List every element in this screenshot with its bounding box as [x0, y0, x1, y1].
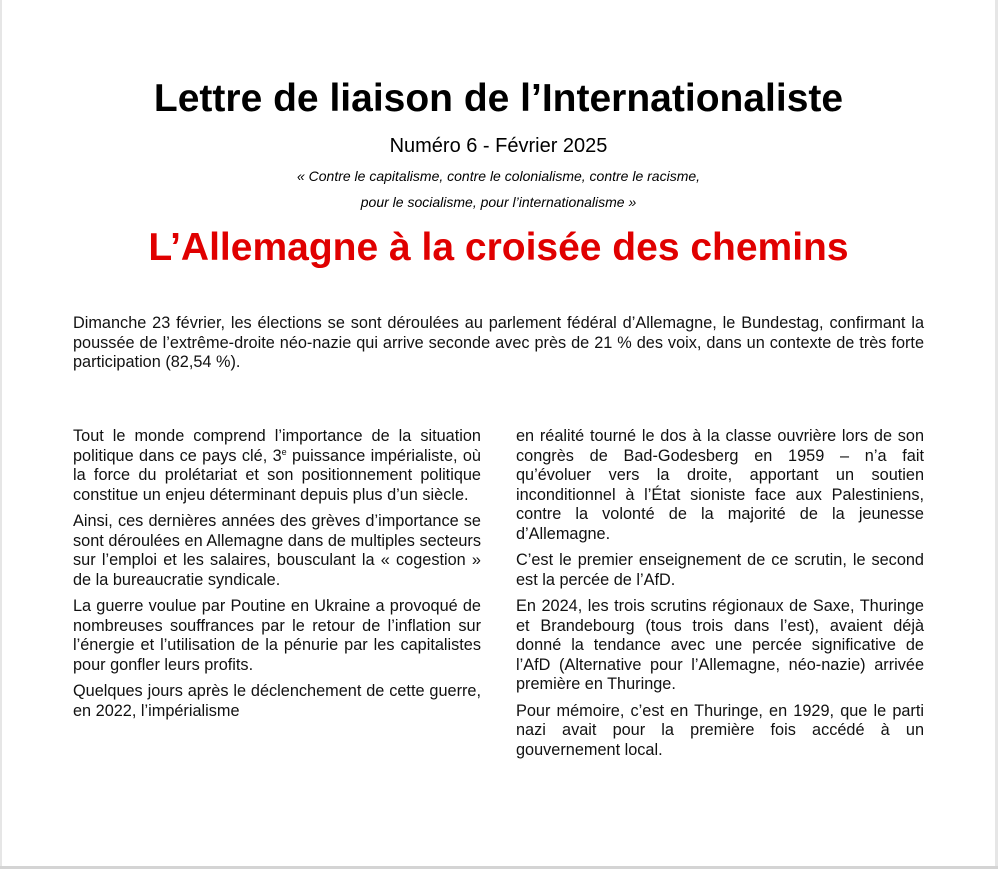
paragraph: Quelques jours après le déclenchement de cette guerre, en 2022, l’impérialisme [73, 682, 481, 720]
paragraph: Ainsi, ces dernières années des grèves d’importance se sont déroulées en Allemagne dans de multiples secteurs sur l’emploi et les salaires, bousculant la « cogestion » de la bureaucratie syndicale. [73, 512, 481, 589]
paragraph [73, 427, 481, 505]
motto-line-1: « Contre le capitalisme, contre le colonialisme, contre le racisme, [296, 168, 701, 184]
paragraph-text: Tout le monde comprend l’importance de la situation politique dans ce pays clé, 3 [73, 427, 481, 465]
motto-line-2: pour le socialisme, pour l’internationalisme » [360, 194, 637, 210]
issue-number: Numéro 6 - Février 2025 [389, 135, 608, 157]
left-column [73, 427, 481, 728]
newsletter-title: Lettre de liaison de l’Internationaliste [153, 77, 844, 120]
ordinal-superscript: e [281, 446, 287, 457]
paragraph: La guerre voulue par Poutine en Ukraine a provoqué de nombreuses souffrances par le retour de l’inflation sur l’énergie et l’utilisation de la pénurie par les capitalistes pour gonfler leurs profits. [73, 597, 481, 674]
paragraph: Pour mémoire, c’est en Thuringe, en 1929, que le parti nazi avait pour la première fois accédé à un gouvernement local. [516, 701, 924, 759]
article-intro: Dimanche 23 février, les élections se sont déroulées au parlement fédéral d’Allemagne, le Bundestag, confirmant la poussée de l’extrême-droite néo-nazie qui arrive seconde avec près de 21 % des voix, dans un contexte de très forte participation (82,54 %). [73, 314, 924, 371]
paragraph: en réalité tourné le dos à la classe ouvrière lors de son congrès de Bad-Godesberg en 1959 – n’a fait qu’évoluer vers la droite, apportant un soutien inconditionnel à l’État sioniste face aux Palestiniens, contre la volonté de la majorité de la jeunesse d’Allemagne. [516, 427, 924, 543]
paragraph: C’est le premier enseignement de ce scrutin, le second est la percée de l’AfD. [516, 551, 924, 589]
paragraph-text: puissance impérialiste, où la force du prolétariat et son positionnement politique constitue un enjeu déterminant depuis plus d’un siècle. [73, 446, 481, 504]
article-headline: L’Allemagne à la croisée des chemins [148, 226, 849, 269]
paragraph: En 2024, les trois scrutins régionaux de Saxe, Thuringe et Brandebourg (tous trois dans l’est), avaient déjà donné la tendance avec une percée significative de l’AfD (Alternative pour l’Allemagne, néo-nazie) arrivée première en Thuringe. [516, 597, 924, 693]
document-page [2, 0, 995, 866]
right-column [516, 427, 924, 767]
